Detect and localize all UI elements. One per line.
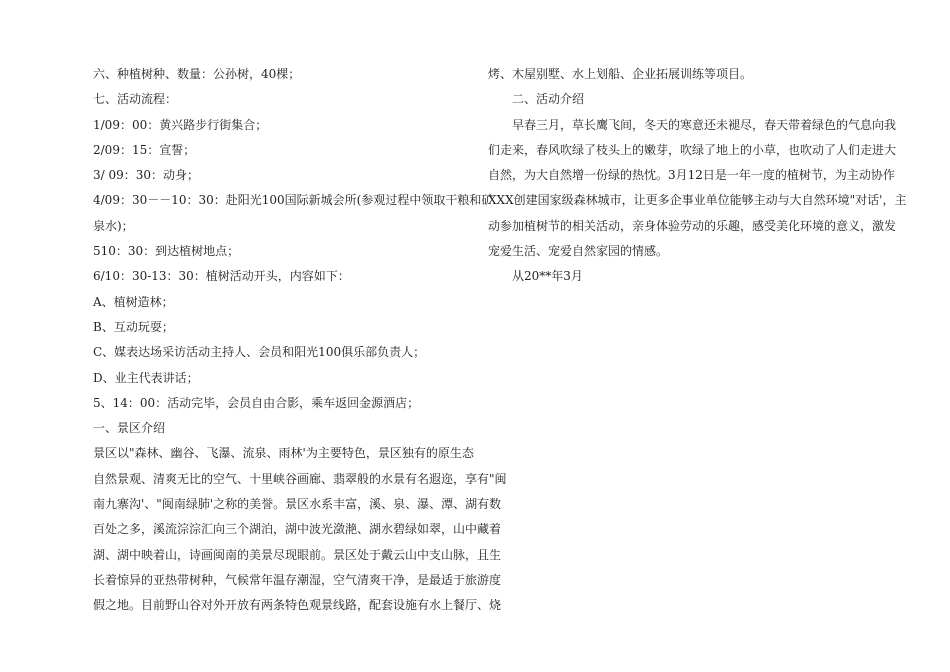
paragraph-line: 南九寨沟'、"闽南绿肺'之称的美誉。景区水系丰富，溪、泉、瀑、潭、湖有数	[93, 497, 502, 512]
paragraph-line: 长着惊异的亚热带树种，气候常年温存潮湿，空气清爽干净，是最适于旅游度	[93, 572, 502, 587]
paragraph-line: 们走来，春风吹绿了枝头上的嫩芽，吹绿了地上的小草，也吹动了人们走进大	[488, 142, 897, 157]
text-line: 2/09：15：宣誓；	[93, 142, 196, 157]
paragraph-line: XXX创建国家级森林城市，让更多企事业单位能够主动与大自然环境"对话'，主	[488, 193, 907, 208]
text-line: 六、种植树种、数量：公孙树，40棵；	[93, 67, 301, 81]
text-line: 3/ 09：30：动身；	[93, 168, 200, 183]
paragraph-line: 动参加植树节的相关活动，亲身体验劳动的乐趣，感受美化环境的意义，激发	[488, 218, 897, 233]
text-line: A、植树造林；	[93, 294, 174, 309]
text-line: B、互动玩耍；	[93, 319, 174, 334]
paragraph-line: 烤、木屋别墅、水上划船、企业拓展训练等项目。	[488, 67, 753, 81]
section-heading: 一、景区介绍	[93, 421, 166, 436]
paragraph-line: 早春三月，草长鹰飞间，冬天的寒意还未褪尽，春天带着绿色的气息向我	[512, 117, 897, 132]
paragraph-line: 景区以"森林、幽谷、飞瀑、流泉、雨林'为主要特色，景区独有的原生态	[93, 446, 474, 461]
text-line: 1/09：00：黄兴路步行街集合；	[93, 117, 268, 132]
text-line: 5、14：00：活动完毕，会员自由合影，乘车返回金源酒店；	[93, 395, 420, 410]
right-column	[488, 62, 907, 290]
paragraph-line: 百处之多，溪流淙淙汇向三个湖泊，湖中波光潋滟、湖水碧绿如翠，山中藏着	[93, 522, 502, 537]
paragraph-line: 自然，为大自然增一份绿的热忱。3月12日是一年一度的植树节，为主动协作	[488, 168, 895, 183]
paragraph-line: 宠爱生活、宠爱自然家园的情感。	[488, 244, 669, 259]
date-line: 从20**年3月	[512, 269, 583, 284]
text-line: C、媒表达场采访活动主持人、会员和阳光100俱乐部负责人；	[93, 345, 426, 360]
paragraph-line: 自然景观、清爽无比的空气、十里峡谷画廊、翡翠般的水景有名遐迩，享有"闽	[93, 471, 507, 486]
text-line: 510：30：到达植树地点；	[93, 244, 240, 259]
text-line: 泉水)；	[93, 218, 134, 233]
text-line: 4/09：30－－10：30：赴阳光100国际新城会所(参观过程中领取干粮和矿	[93, 193, 494, 208]
paragraph-line: 假之地。目前野山谷对外开放有两条特色观景线路，配套设施有水上餐厅、烧	[93, 598, 502, 613]
text-line: D、业主代表讲话；	[93, 370, 199, 385]
paragraph-line: 湖、湖中映着山，诗画闽南的美景尽现眼前。景区处于戴云山中支山脉，且生	[93, 547, 502, 562]
section-heading: 七、活动流程：	[93, 92, 178, 107]
left-column	[93, 62, 507, 619]
text-line: 6/10：30-13：30：植树活动开头，内容如下：	[93, 269, 350, 284]
section-heading: 二、活动介绍	[512, 92, 585, 107]
